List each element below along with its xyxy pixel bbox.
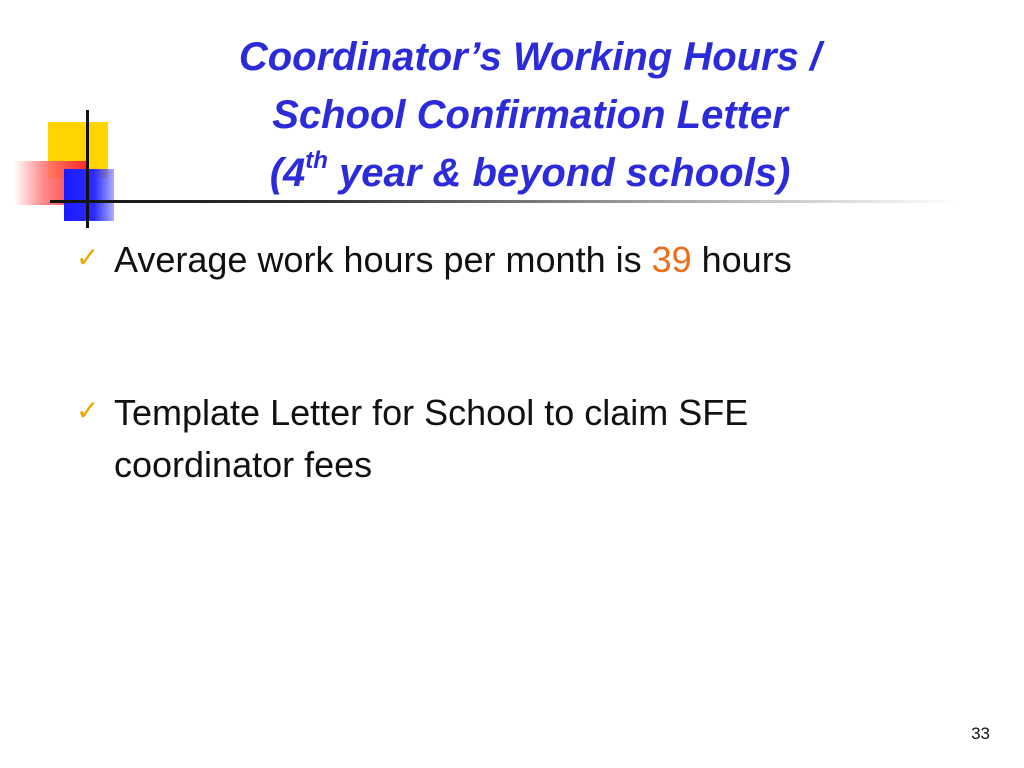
title-line-3-rest: year & beyond schools) xyxy=(327,151,791,195)
work-hours-value: 39 xyxy=(651,239,692,280)
bullet-text xyxy=(114,234,922,286)
checkmark-icon: ✓ xyxy=(76,394,100,427)
decoration-vertical-line xyxy=(86,110,89,228)
slide-title-line-2: School Confirmation Letter xyxy=(272,93,788,137)
slide-title-line-1: Coordinator’s Working Hours / xyxy=(238,35,822,79)
title-superscript: th xyxy=(305,146,328,174)
bullet-text-after: hours xyxy=(691,239,792,280)
title-line-3-open: (4 xyxy=(269,151,306,195)
checkmark-icon: ✓ xyxy=(76,241,100,274)
page-number: 33 xyxy=(971,724,990,743)
decoration-blue-square xyxy=(64,169,114,221)
bullet-text-before: Average work hours per month is xyxy=(114,239,652,280)
bullet-item-work-hours xyxy=(72,234,922,286)
bullet-item-template-letter xyxy=(72,387,922,491)
slide-title-line-3 xyxy=(120,144,940,202)
slide-title xyxy=(120,28,940,202)
bullet-text: Template Letter for School to claim SFE coordinator fees xyxy=(114,392,749,485)
